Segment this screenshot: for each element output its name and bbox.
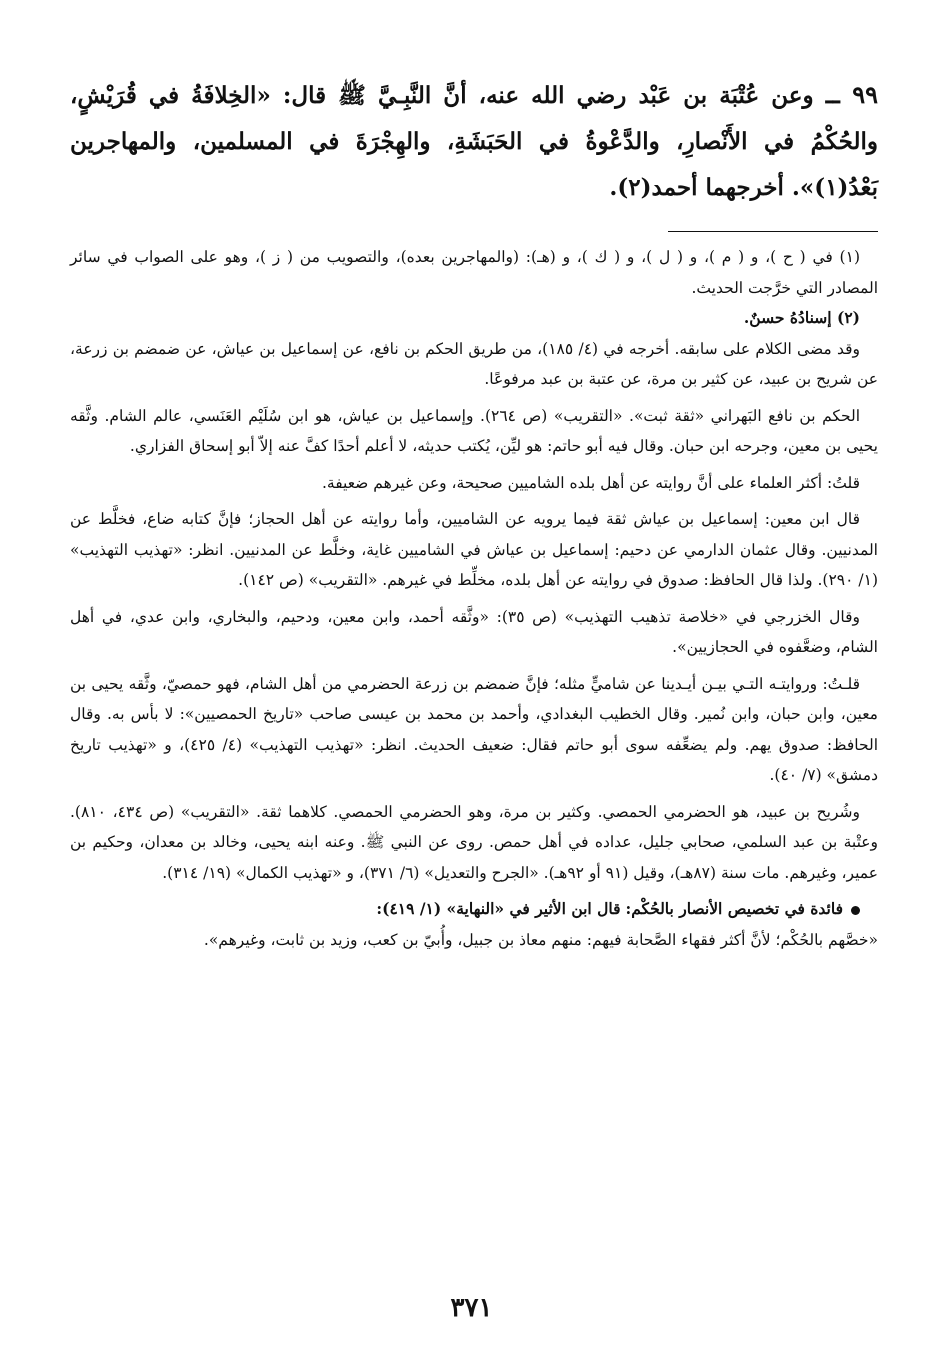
page-body: [70, 72, 878, 955]
footnote-separator: [668, 231, 878, 232]
footnotes: [70, 242, 878, 955]
benefit-heading: فائدة في تخصيص الأنصار بالحُكْم:: [625, 899, 843, 918]
footnote-paragraph: وقد مضى الكلام على سابقه. أخرجه في (٤/ ١٨٥)، من طريق الحكم بن نافع، عن إسماعيل بن عياش، عن ضمضم بن زرعة، عن شريح بن عبيد، عن كثير بن مرة، عن عتبة بن عبد مرفوعًا.: [70, 339, 878, 388]
page-number: ٣٧١: [450, 1293, 493, 1323]
benefit-intro: قال ابن الأثير في «النهاية» (١/ ٤١٩):: [376, 899, 621, 918]
benefit-line: [70, 894, 878, 925]
bullet-icon: [851, 906, 860, 915]
footnote-paragraph: وشُريح بن عبيد، هو الحضرمي الحمصي. وكثير بن مرة، وهو الحضرمي الحمصي. كلاهما ثقة. «التقريب» (ص ٤٣٤، ٨١٠). وعتْبة بن عبد السلمي، صحابي جليل، عداده في أهل حمص. روى عن النبي ﷺ. وعنه ابنه يحيى، وخالد بن معدان، وحكيم بن عمير، وغيرهم. مات سنة (٨٧هـ)، وقيل (٩١ أو ٩٢هـ). «الجرح والتعديل» (٦/ ٣٧١)، و «تهذيب الكمال» (١٩/ ٣١٤).: [70, 802, 878, 882]
footnote-2-heading: (٢) إسنادُهُ حسنٌ.: [743, 308, 860, 327]
hadith-text: وعن عُتْبَة بن عَبْد رضي الله عنه، أنَّ النَّبِـيَّ ﷺ قال: «الخِلافَةُ في قُرَيْشٍ، والحُكْمُ في الأَنْصارِ، والدَّعْوةُ في الحَبَشَةِ، والهِجْرَةَ في المسلمين، والمهاجرين بَعْدُ(١)». أخرجهما أحمد(٢).: [70, 82, 878, 201]
footnote-paragraph: قلـتُ: وروايتـه التـي بيـن أيـدينا عن شاميٍّ مثله؛ فإنَّ ضمضم بن زرعة الحضرمي من أهل الشام، فهو حمصيّ، وثَّقه يحيى بن معين، وابن حبان، وابن نُمير. وقال الخطيب البغدادي، وأحمد بن محمد بن عيسى صاحب «تاريخ الحمصيين»: لا بأس به. وقال الحافظ: صدوق يهم. ولم يضعِّفه سوى أبو حاتم فقال: ضعيف الحديث. انظر: «تهذيب التهذيب» (٤/ ٤٢٥)، و «تهذيب تاريخ دمشق» (٧/ ٤٠).: [70, 674, 879, 784]
hadith-number: ٩٩ ــ: [825, 80, 879, 109]
footnote-paragraph: الحكم بن نافع البَهراني «ثقة ثبت». «التقريب» (ص ٢٦٤). وإسماعيل بن عياش، هو ابن سُلَيْم العَنَسي، عالم الشام. وثَّقه يحيى بن معين، وجرحه ابن حبان. وقال فيه أبو حاتم: هو ليِّن، يُكتب حديثه، لا أعلم أحدًا كفَّ عنه إلاّ أبو إسحاق الفزاري.: [70, 406, 878, 455]
benefit-quote: «خصَّهم بالحُكْم؛ لأنَّ أكثر فقهاء الصَّحابة فيهم: منهم معاذ بن جبيل، وأُبيّ بن كعب، وزيد بن ثابت، وغيرهم».: [203, 930, 878, 949]
footnote-paragraph: قلتُ: أكثر العلماء على أنَّ روايته عن أهل بلده الشاميين صحيحة، وعن غيرهم ضعيفة.: [321, 473, 860, 492]
footnote-1: (١) في ( ح )، و ( م )، و ( ل )، و ( ك )، و (هـ): (والمهاجرين بعده)، والتصويب من ( ز )، وهو على الصواب في سائر المصادر التي خرَّجت الحديث.: [70, 248, 878, 297]
footnote-paragraph: وقال الخزرجي في «خلاصة تذهيب التهذيب» (ص ٣٥): «وثَّقه أحمد، وابن معين، ودحيم، والبخاري، وابن عدي، في أهل الشام، وضعَّفوه في الحجازيين».: [70, 607, 878, 656]
footnote-paragraph: قال ابن معين: إسماعيل بن عياش ثقة فيما يرويه عن الشاميين، وأما روايته عن أهل الحجاز؛ فإنَّ كتابه ضاع، فخلَّط عن المدنيين. وقال عثمان الدارمي عن دحيم: إسماعيل بن عياش في الشاميين غاية، وخلَّط عن المدنيين. انظر: «تهذيب التهذيب» (١/ ٢٩٠). ولذا قال الحافظ: صدوق في روايته عن أهل بلده، مخلِّط في غيرهم. «التقريب» (ص ١٤٢).: [70, 510, 878, 589]
hadith-text-block: [70, 72, 878, 211]
